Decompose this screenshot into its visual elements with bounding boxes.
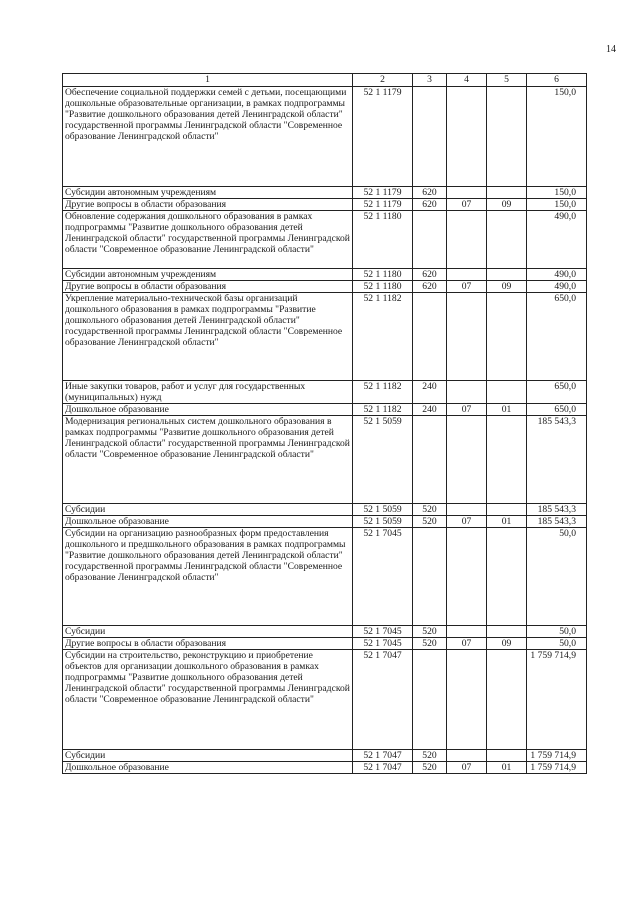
cell-code: 52 1 5059 [353, 504, 413, 516]
cell-pr [487, 87, 527, 187]
cell-name: Другие вопросы в области образования [63, 281, 353, 293]
cell-rz [447, 87, 487, 187]
cell-vr [413, 650, 447, 750]
cell-code: 52 1 1180 [353, 211, 413, 269]
cell-vr: 520 [413, 750, 447, 762]
column-header: 1 [63, 74, 353, 87]
cell-pr [487, 211, 527, 269]
cell-vr: 620 [413, 281, 447, 293]
cell-pr: 01 [487, 516, 527, 528]
cell-name: Субсидии на строительство, реконструкцию и приобретение объектов для организации дошкольного образования в рамках подпрограммы "Развитие дошкольного образования детей Ленинградской области" государственной программы Ленинградской области "Современное образование Ленинградской области" [63, 650, 353, 750]
cell-sum: 50,0 [527, 638, 587, 650]
cell-pr [487, 504, 527, 516]
cell-vr: 620 [413, 269, 447, 281]
cell-rz [447, 211, 487, 269]
table-row [63, 281, 587, 293]
cell-vr: 240 [413, 404, 447, 416]
cell-sum: 1 759 714,9 [527, 650, 587, 750]
cell-name: Субсидии [63, 626, 353, 638]
cell-name: Субсидии на организацию разнообразных форм предоставления дошкольного и предшкольного образования в рамках подпрограммы "Развитие дошкольного образования детей Ленинградской области" государственной программы Ленинградской области "Современное образование Ленинградской области" [63, 528, 353, 626]
cell-pr: 09 [487, 281, 527, 293]
table-row [63, 528, 587, 626]
cell-sum: 185 543,3 [527, 516, 587, 528]
cell-name: Обеспечение социальной поддержки семей с детьми, посещающими дошкольные образовательные организации, в рамках подпрограммы "Развитие дошкольного образования детей Ленинградской области" государственной программы Ленинградской области "Современное образование Ленинградской области" [63, 87, 353, 187]
cell-sum: 150,0 [527, 187, 587, 199]
table-row [63, 269, 587, 281]
column-header: 6 [527, 74, 587, 87]
cell-name: Субсидии автономным учреждениям [63, 269, 353, 281]
header-row [63, 74, 587, 87]
cell-pr [487, 381, 527, 404]
cell-vr: 240 [413, 381, 447, 404]
cell-sum: 490,0 [527, 281, 587, 293]
cell-name: Дошкольное образование [63, 762, 353, 774]
table-row [63, 87, 587, 187]
cell-sum: 150,0 [527, 199, 587, 211]
cell-name: Модернизация региональных систем дошкольного образования в рамках подпрограммы "Развитие дошкольного образования детей Ленинградской области" государственной программы Ленинградской области "Современное образование Ленинградской области" [63, 416, 353, 504]
cell-sum: 185 543,3 [527, 504, 587, 516]
cell-rz [447, 504, 487, 516]
cell-vr: 620 [413, 199, 447, 211]
cell-pr [487, 416, 527, 504]
cell-sum: 150,0 [527, 87, 587, 187]
cell-code: 52 1 7045 [353, 626, 413, 638]
cell-vr: 520 [413, 626, 447, 638]
cell-sum: 650,0 [527, 404, 587, 416]
cell-rz [447, 269, 487, 281]
cell-pr: 01 [487, 404, 527, 416]
cell-rz: 07 [447, 638, 487, 650]
table-row [63, 381, 587, 404]
cell-name: Субсидии автономным учреждениям [63, 187, 353, 199]
cell-name: Субсидии [63, 750, 353, 762]
cell-rz [447, 187, 487, 199]
cell-sum: 1 759 714,9 [527, 762, 587, 774]
cell-rz: 07 [447, 516, 487, 528]
cell-code: 52 1 7047 [353, 650, 413, 750]
cell-pr: 09 [487, 638, 527, 650]
cell-rz [447, 528, 487, 626]
cell-pr: 09 [487, 199, 527, 211]
cell-rz: 07 [447, 404, 487, 416]
cell-vr: 520 [413, 516, 447, 528]
cell-code: 52 1 7045 [353, 638, 413, 650]
table-row [63, 293, 587, 381]
cell-vr: 520 [413, 762, 447, 774]
cell-rz [447, 381, 487, 404]
cell-sum: 50,0 [527, 528, 587, 626]
cell-vr: 520 [413, 638, 447, 650]
cell-sum: 490,0 [527, 211, 587, 269]
cell-vr [413, 87, 447, 187]
cell-code: 52 1 5059 [353, 416, 413, 504]
cell-code: 52 1 1179 [353, 187, 413, 199]
cell-pr [487, 626, 527, 638]
table-row [63, 416, 587, 504]
cell-code: 52 1 1182 [353, 404, 413, 416]
cell-code: 52 1 1180 [353, 281, 413, 293]
column-header: 5 [487, 74, 527, 87]
cell-rz [447, 626, 487, 638]
column-header: 3 [413, 74, 447, 87]
cell-rz: 07 [447, 762, 487, 774]
page-number: 14 [606, 44, 616, 55]
cell-name: Другие вопросы в области образования [63, 199, 353, 211]
table-row [63, 626, 587, 638]
column-header: 4 [447, 74, 487, 87]
cell-sum: 1 759 714,9 [527, 750, 587, 762]
table-row [63, 650, 587, 750]
cell-vr: 620 [413, 187, 447, 199]
cell-name: Обновление содержания дошкольного образования в рамках подпрограммы "Развитие дошкольного образования детей Ленинградской области" государственной программы Ленинградской области "Современное образование Ленинградской области" [63, 211, 353, 269]
cell-name: Субсидии [63, 504, 353, 516]
table-row [63, 762, 587, 774]
cell-pr [487, 293, 527, 381]
cell-code: 52 1 7045 [353, 528, 413, 626]
table-row [63, 404, 587, 416]
cell-code: 52 1 7047 [353, 750, 413, 762]
cell-name: Укрепление материально-технической базы организаций дошкольного образования в рамках подпрограммы "Развитие дошкольного образования детей Ленинградской области" государственной программы Ленинградской области "Современное образование Ленинградской области" [63, 293, 353, 381]
cell-rz: 07 [447, 199, 487, 211]
cell-vr [413, 528, 447, 626]
cell-code: 52 1 7047 [353, 762, 413, 774]
cell-vr: 520 [413, 504, 447, 516]
table-row [63, 199, 587, 211]
cell-code: 52 1 1179 [353, 199, 413, 211]
cell-code: 52 1 1182 [353, 293, 413, 381]
table-row [63, 516, 587, 528]
cell-code: 52 1 1179 [353, 87, 413, 187]
cell-rz [447, 293, 487, 381]
cell-pr [487, 187, 527, 199]
table-row [63, 504, 587, 516]
cell-sum: 650,0 [527, 293, 587, 381]
cell-name: Другие вопросы в области образования [63, 638, 353, 650]
cell-rz [447, 750, 487, 762]
cell-name: Дошкольное образование [63, 404, 353, 416]
cell-code: 52 1 5059 [353, 516, 413, 528]
table-row [63, 187, 587, 199]
cell-pr: 01 [487, 762, 527, 774]
cell-pr [487, 269, 527, 281]
cell-rz [447, 650, 487, 750]
cell-pr [487, 528, 527, 626]
cell-sum: 50,0 [527, 626, 587, 638]
cell-rz: 07 [447, 281, 487, 293]
cell-name: Иные закупки товаров, работ и услуг для государственных (муниципальных) нужд [63, 381, 353, 404]
cell-code: 52 1 1182 [353, 381, 413, 404]
cell-vr [413, 211, 447, 269]
cell-sum: 650,0 [527, 381, 587, 404]
table-row [63, 750, 587, 762]
cell-name: Дошкольное образование [63, 516, 353, 528]
cell-vr [413, 416, 447, 504]
table-row [63, 638, 587, 650]
budget-table [62, 73, 587, 774]
cell-pr [487, 650, 527, 750]
cell-pr [487, 750, 527, 762]
table-row [63, 211, 587, 269]
cell-vr [413, 293, 447, 381]
cell-sum: 185 543,3 [527, 416, 587, 504]
cell-sum: 490,0 [527, 269, 587, 281]
column-header: 2 [353, 74, 413, 87]
cell-rz [447, 416, 487, 504]
cell-code: 52 1 1180 [353, 269, 413, 281]
